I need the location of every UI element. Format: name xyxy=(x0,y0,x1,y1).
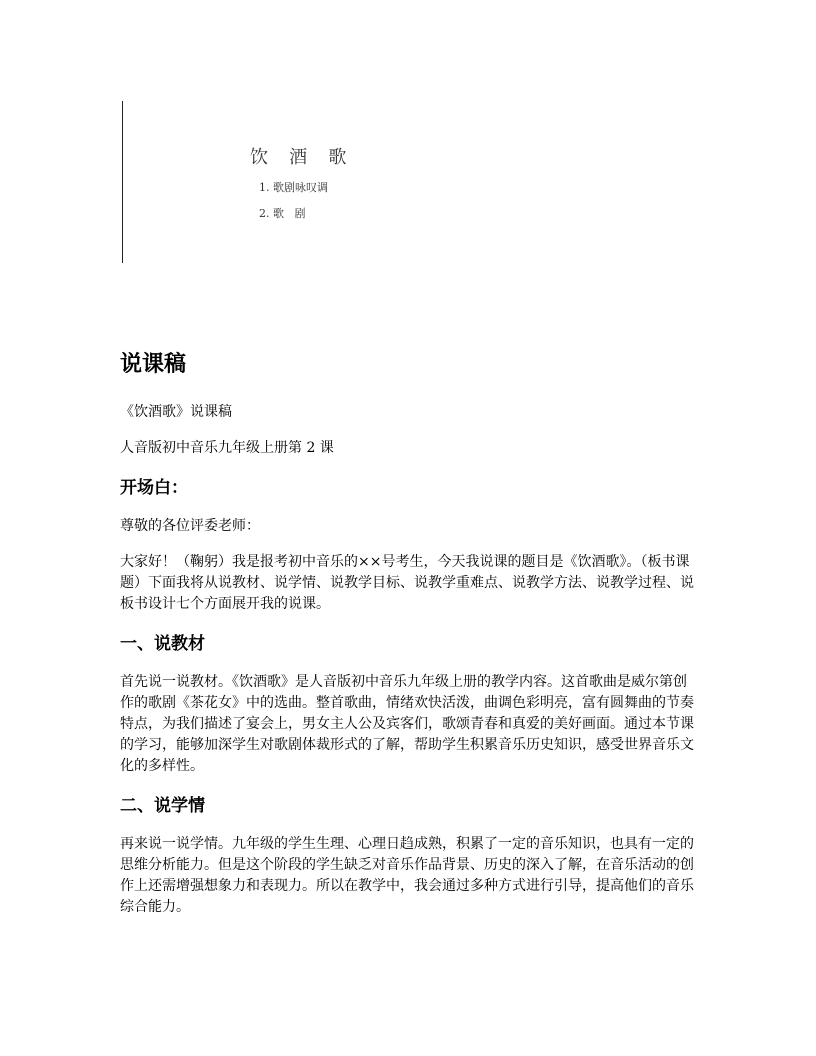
section-2-paragraph: 再来说一说学情。九年级的学生生理、心理日趋成熟，积累了一定的音乐知识，也具有一定的思维分析能力。但是这个阶段的学生缺乏对音乐作品背景、历史的深入了解，在音乐活动的创作上还需增强想象力和表现力。所以在教学中，我会通过多种方式进行引导，提高他们的音乐综合能力。 xyxy=(120,836,694,915)
opening-heading: 开场白： xyxy=(120,478,188,498)
blackboard-design xyxy=(122,101,382,263)
doc-subtitle: 《饮酒歌》说课稿 xyxy=(120,404,232,420)
lesson-info: 人音版初中音乐九年级上册第 2 课 xyxy=(120,440,334,456)
board-divider-line xyxy=(122,101,123,263)
opening-greeting: 尊敬的各位评委老师： xyxy=(120,518,260,534)
board-item-2: 2. 歌 剧 xyxy=(259,207,306,220)
section-2-heading: 二、说学情 xyxy=(120,796,205,816)
page-title: 说课稿 xyxy=(120,352,187,377)
section-1-heading: 一、说教材 xyxy=(120,634,205,654)
board-title: 饮 酒 歌 xyxy=(250,147,348,168)
opening-paragraph: 大家好！（鞠躬）我是报考初中音乐的××号考生，今天我说课的题目是《饮酒歌》。（板书课题）下面我将从说教材、说学情、说教学目标、说教学重难点、说教学方法、说教学过程、说板书设计七个方面展开我的说课。 xyxy=(120,554,694,612)
document-body xyxy=(120,350,700,918)
section-1-paragraph: 首先说一说教材。《饮酒歌》是人音版初中音乐九年级上册的教学内容。这首歌曲是威尔第创作的歌剧《茶花女》中的选曲。整首歌曲，情绪欢快活泼，曲调色彩明亮，富有圆舞曲的节奏特点，为我们描述了宴会上，男女主人公及宾客们，歌颂青春和真爱的美好画面。通过本节课的学习，能够加深学生对歌剧体裁形式的了解，帮助学生积累音乐历史知识，感受世界音乐文化的多样性。 xyxy=(120,674,694,774)
board-item-1: 1. 歌剧咏叹调 xyxy=(259,181,328,194)
